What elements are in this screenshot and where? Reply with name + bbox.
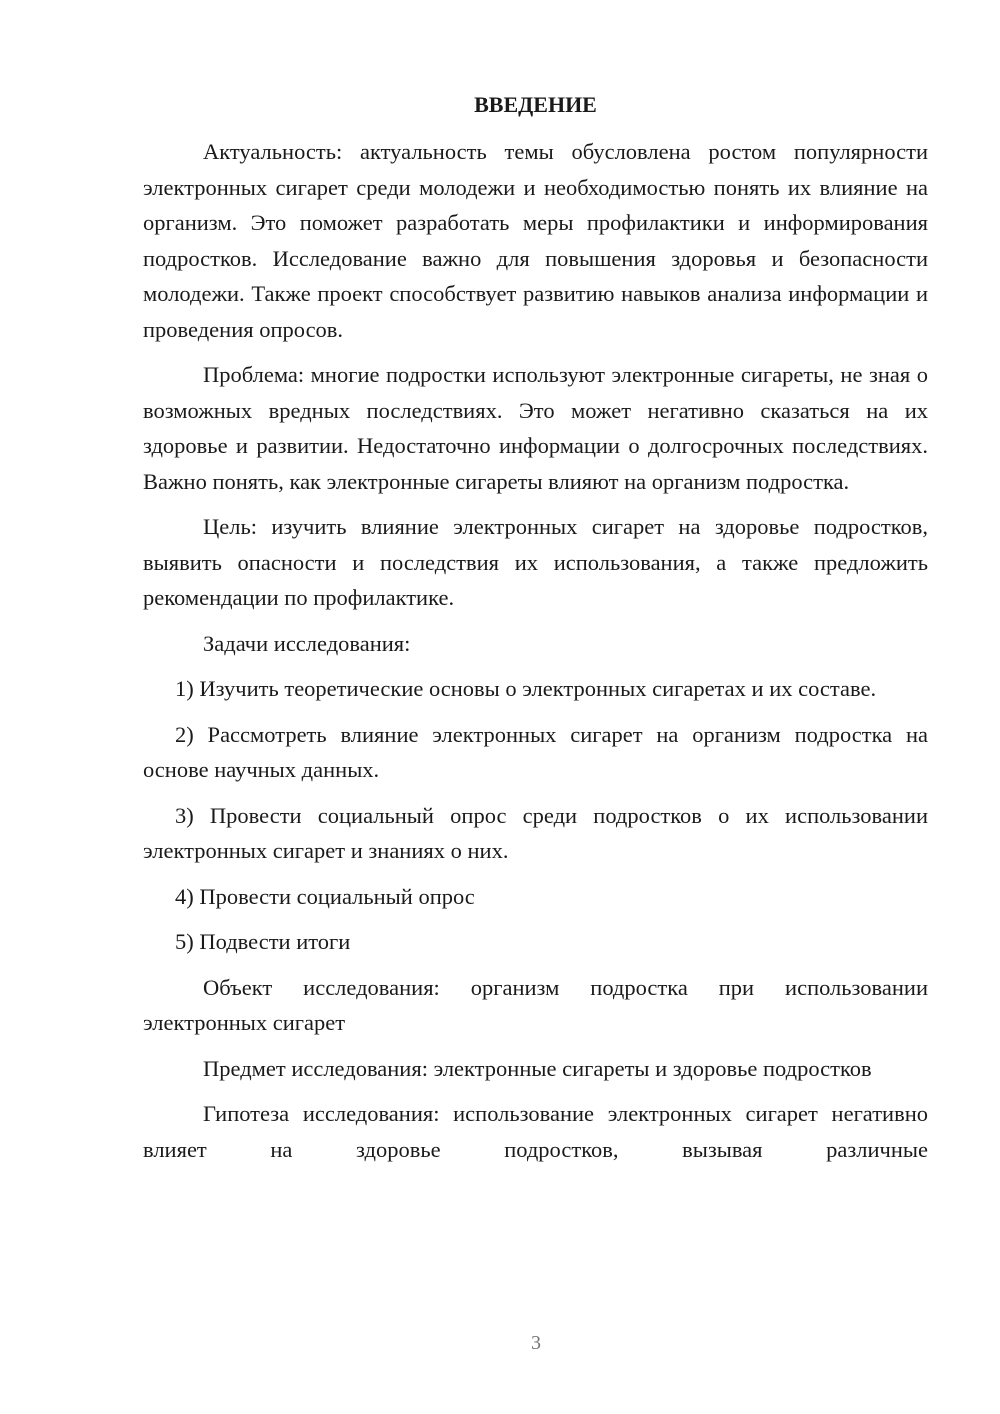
task-item-4: 4) Провести социальный опрос bbox=[175, 883, 475, 909]
relevance-paragraph: Актуальность: актуальность темы обусловлена ростом популярности электронных сигарет среди молодежи и необходимостью понять их влияние на организм. Это поможет разработать меры профилактики и информирования подростков. Исследование важно для повышения здоровья и безопасности молодежи. Также проект способствует развитию навыков анализа информации и проведения опросов. bbox=[143, 139, 928, 342]
subject-paragraph: Предмет исследования: электронные сигареты и здоровье подростков bbox=[203, 1055, 872, 1081]
task-item-5: 5) Подвести итоги bbox=[175, 929, 351, 955]
task-item-1: 1) Изучить теоретические основы о электронных сигаретах и их составе. bbox=[175, 676, 877, 702]
object-paragraph: Объект исследования: организм подростка при использовании электронных сигарет bbox=[143, 974, 928, 1036]
page-body bbox=[143, 92, 928, 1167]
hypothesis-paragraph: Гипотеза исследования: использование электронных сигарет негативно влияет на здоровье подростков, вызывая различные bbox=[143, 1101, 928, 1162]
section-heading: ВВЕДЕНИЕ bbox=[474, 92, 597, 117]
page-number: 3 bbox=[531, 1332, 541, 1354]
problem-paragraph: Проблема: многие подростки используют электронные сигареты, не зная о возможных вредных последствиях. Это может негативно сказаться на их здоровье и развитии. Недостаточно информации о долгосрочных последствиях. Важно понять, как электронные сигареты влияют на организм подростка. bbox=[143, 362, 928, 494]
task-item-2: 2) Рассмотреть влияние электронных сигарет на организм подростка на основе научных данных. bbox=[143, 721, 928, 783]
tasks-heading: Задачи исследования: bbox=[203, 630, 411, 656]
goal-paragraph: Цель: изучить влияние электронных сигарет на здоровье подростков, выявить опасности и последствия их использования, а также предложить рекомендации по профилактике. bbox=[143, 514, 928, 611]
task-item-3: 3) Провести социальный опрос среди подростков о их использовании электронных сигарет и знаниях о них. bbox=[143, 802, 928, 864]
